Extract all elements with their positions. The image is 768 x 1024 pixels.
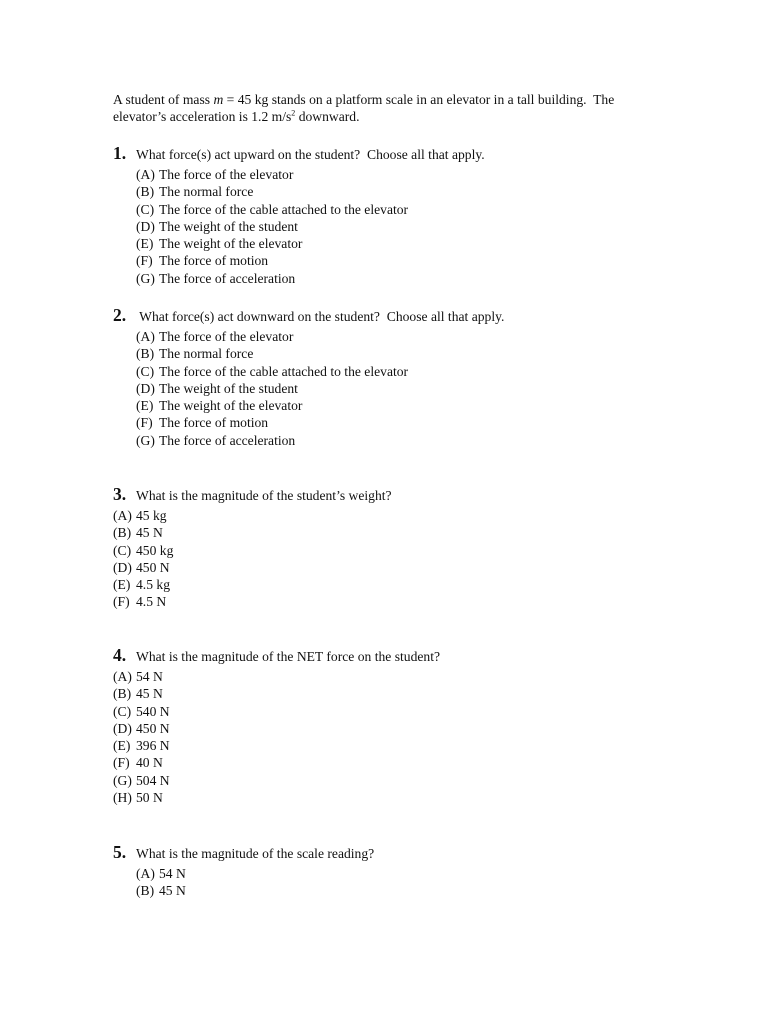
option-letter: (E) — [136, 398, 154, 414]
answer-option — [136, 328, 673, 345]
option-text: 54 N — [159, 866, 186, 881]
question-header — [113, 307, 673, 328]
option-text: The force of the elevator — [159, 329, 294, 344]
answer-option — [113, 685, 673, 702]
question-number: 5. — [113, 842, 127, 862]
intro-text: downward. — [295, 109, 360, 124]
answer-option — [113, 593, 673, 610]
answer-option — [113, 507, 673, 524]
question-number: 1. — [113, 143, 127, 163]
problem-statement-line-1 — [113, 91, 693, 108]
option-letter: (C) — [113, 703, 132, 719]
option-text: 45 N — [136, 686, 163, 702]
answer-option — [136, 218, 673, 235]
exponent: 2 — [291, 108, 296, 118]
option-letter: (F) — [113, 594, 130, 610]
question-header — [113, 486, 673, 507]
question-text: What force(s) act upward on the student? Choose all that apply. — [136, 147, 485, 162]
answer-option — [136, 166, 673, 183]
question-number: 3. — [113, 484, 127, 504]
option-text: The force of motion — [159, 415, 269, 431]
option-letter: (F) — [136, 253, 153, 269]
option-text: 504 N — [136, 772, 170, 788]
answer-option — [113, 668, 673, 685]
option-letter: (D) — [136, 218, 155, 234]
answer-option — [136, 252, 673, 269]
question-header — [113, 647, 673, 668]
option-text: The weight of the student — [159, 218, 298, 234]
option-letter: (C) — [136, 363, 155, 379]
option-letter: (F) — [136, 415, 153, 431]
answer-option — [136, 882, 673, 899]
answer-option — [136, 363, 673, 380]
option-letter: (D) — [113, 559, 132, 575]
problem-statement — [113, 91, 693, 125]
answer-option — [136, 183, 673, 200]
question-number: 2. — [113, 305, 127, 325]
intro-text: A student of mass — [113, 92, 214, 107]
answer-option — [136, 380, 673, 397]
question-3 — [113, 486, 673, 611]
question-text: What is the magnitude of the scale reading? — [136, 846, 375, 861]
option-text: 450 kg — [136, 542, 174, 558]
option-letter: (E) — [113, 577, 131, 593]
answer-option — [136, 345, 673, 362]
answer-option — [136, 397, 673, 414]
option-text: 45 kg — [136, 508, 167, 523]
option-letter: (B) — [136, 184, 155, 200]
option-text: 4.5 N — [136, 594, 167, 610]
answer-option — [136, 414, 673, 431]
option-text: The weight of the elevator — [159, 398, 303, 414]
option-text: The force of motion — [159, 253, 269, 269]
option-text: The force of the elevator — [159, 167, 294, 182]
option-letter: (B) — [113, 525, 132, 541]
question-5 — [113, 844, 673, 900]
option-letter: (A) — [136, 866, 155, 881]
option-text: The normal force — [159, 184, 254, 200]
option-text: 45 N — [159, 883, 186, 899]
option-text: 54 N — [136, 669, 163, 684]
intro-text: elevator’s acceleration is 1.2 m/s — [113, 109, 292, 124]
answer-option — [113, 703, 673, 720]
option-text: 450 N — [136, 559, 170, 575]
option-letter: (E) — [113, 738, 131, 754]
option-letter: (H) — [113, 790, 132, 806]
option-text: 40 N — [136, 755, 163, 771]
answer-option — [113, 754, 673, 771]
problem-statement-line-2 — [113, 108, 693, 125]
question-header — [113, 145, 673, 166]
answer-option — [113, 772, 673, 789]
option-letter: (B) — [136, 883, 155, 899]
answer-option — [136, 235, 673, 252]
answer-option — [113, 576, 673, 593]
answer-options — [113, 668, 673, 806]
option-text: 396 N — [136, 738, 170, 754]
answer-option — [113, 524, 673, 541]
answer-option — [136, 865, 673, 882]
option-text: 450 N — [136, 720, 170, 736]
question-text: What force(s) act downward on the student? Choose all that apply. — [136, 309, 505, 324]
option-text: The force of acceleration — [159, 432, 296, 448]
option-letter: (A) — [136, 167, 155, 182]
answer-option — [113, 559, 673, 576]
question-2 — [113, 307, 673, 449]
answer-option — [136, 432, 673, 449]
question-number: 4. — [113, 645, 127, 665]
answer-option — [113, 789, 673, 806]
option-letter: (C) — [136, 201, 155, 217]
answer-options — [113, 865, 673, 900]
mass-variable: m — [213, 92, 224, 107]
answer-option — [113, 737, 673, 754]
question-text: What is the magnitude of the student’s weight? — [136, 488, 392, 503]
option-text: The force of the cable attached to the elevator — [159, 363, 409, 379]
question-header — [113, 844, 673, 865]
option-letter: (G) — [113, 772, 132, 788]
option-letter: (D) — [136, 380, 155, 396]
option-letter: (B) — [136, 346, 155, 362]
option-text: 540 N — [136, 703, 170, 719]
answer-option — [113, 720, 673, 737]
option-text: The force of acceleration — [159, 270, 296, 286]
option-text: The force of the cable attached to the elevator — [159, 201, 409, 217]
question-text: What is the magnitude of the NET force on the student? — [136, 649, 441, 664]
answer-options — [113, 328, 673, 449]
question-4 — [113, 647, 673, 806]
option-letter: (B) — [113, 686, 132, 702]
option-letter: (A) — [113, 669, 132, 684]
answer-option — [136, 201, 673, 218]
option-letter: (D) — [113, 720, 132, 736]
intro-text: = 45 kg stands on a platform scale in an elevator in a tall building. The — [223, 92, 615, 107]
answer-options — [113, 166, 673, 287]
option-letter: (A) — [136, 329, 155, 344]
option-text: 4.5 kg — [136, 577, 170, 593]
option-text: The normal force — [159, 346, 254, 362]
answer-option — [113, 542, 673, 559]
option-letter: (E) — [136, 236, 154, 252]
option-text: 50 N — [136, 790, 163, 806]
option-text: The weight of the elevator — [159, 236, 303, 252]
answer-option — [136, 270, 673, 287]
answer-options — [113, 507, 673, 611]
option-letter: (F) — [113, 755, 130, 771]
option-text: 45 N — [136, 525, 163, 541]
option-text: The weight of the student — [159, 380, 298, 396]
option-letter: (G) — [136, 432, 155, 448]
question-1 — [113, 145, 673, 287]
option-letter: (C) — [113, 542, 132, 558]
option-letter: (G) — [136, 270, 155, 286]
option-letter: (A) — [113, 508, 132, 523]
